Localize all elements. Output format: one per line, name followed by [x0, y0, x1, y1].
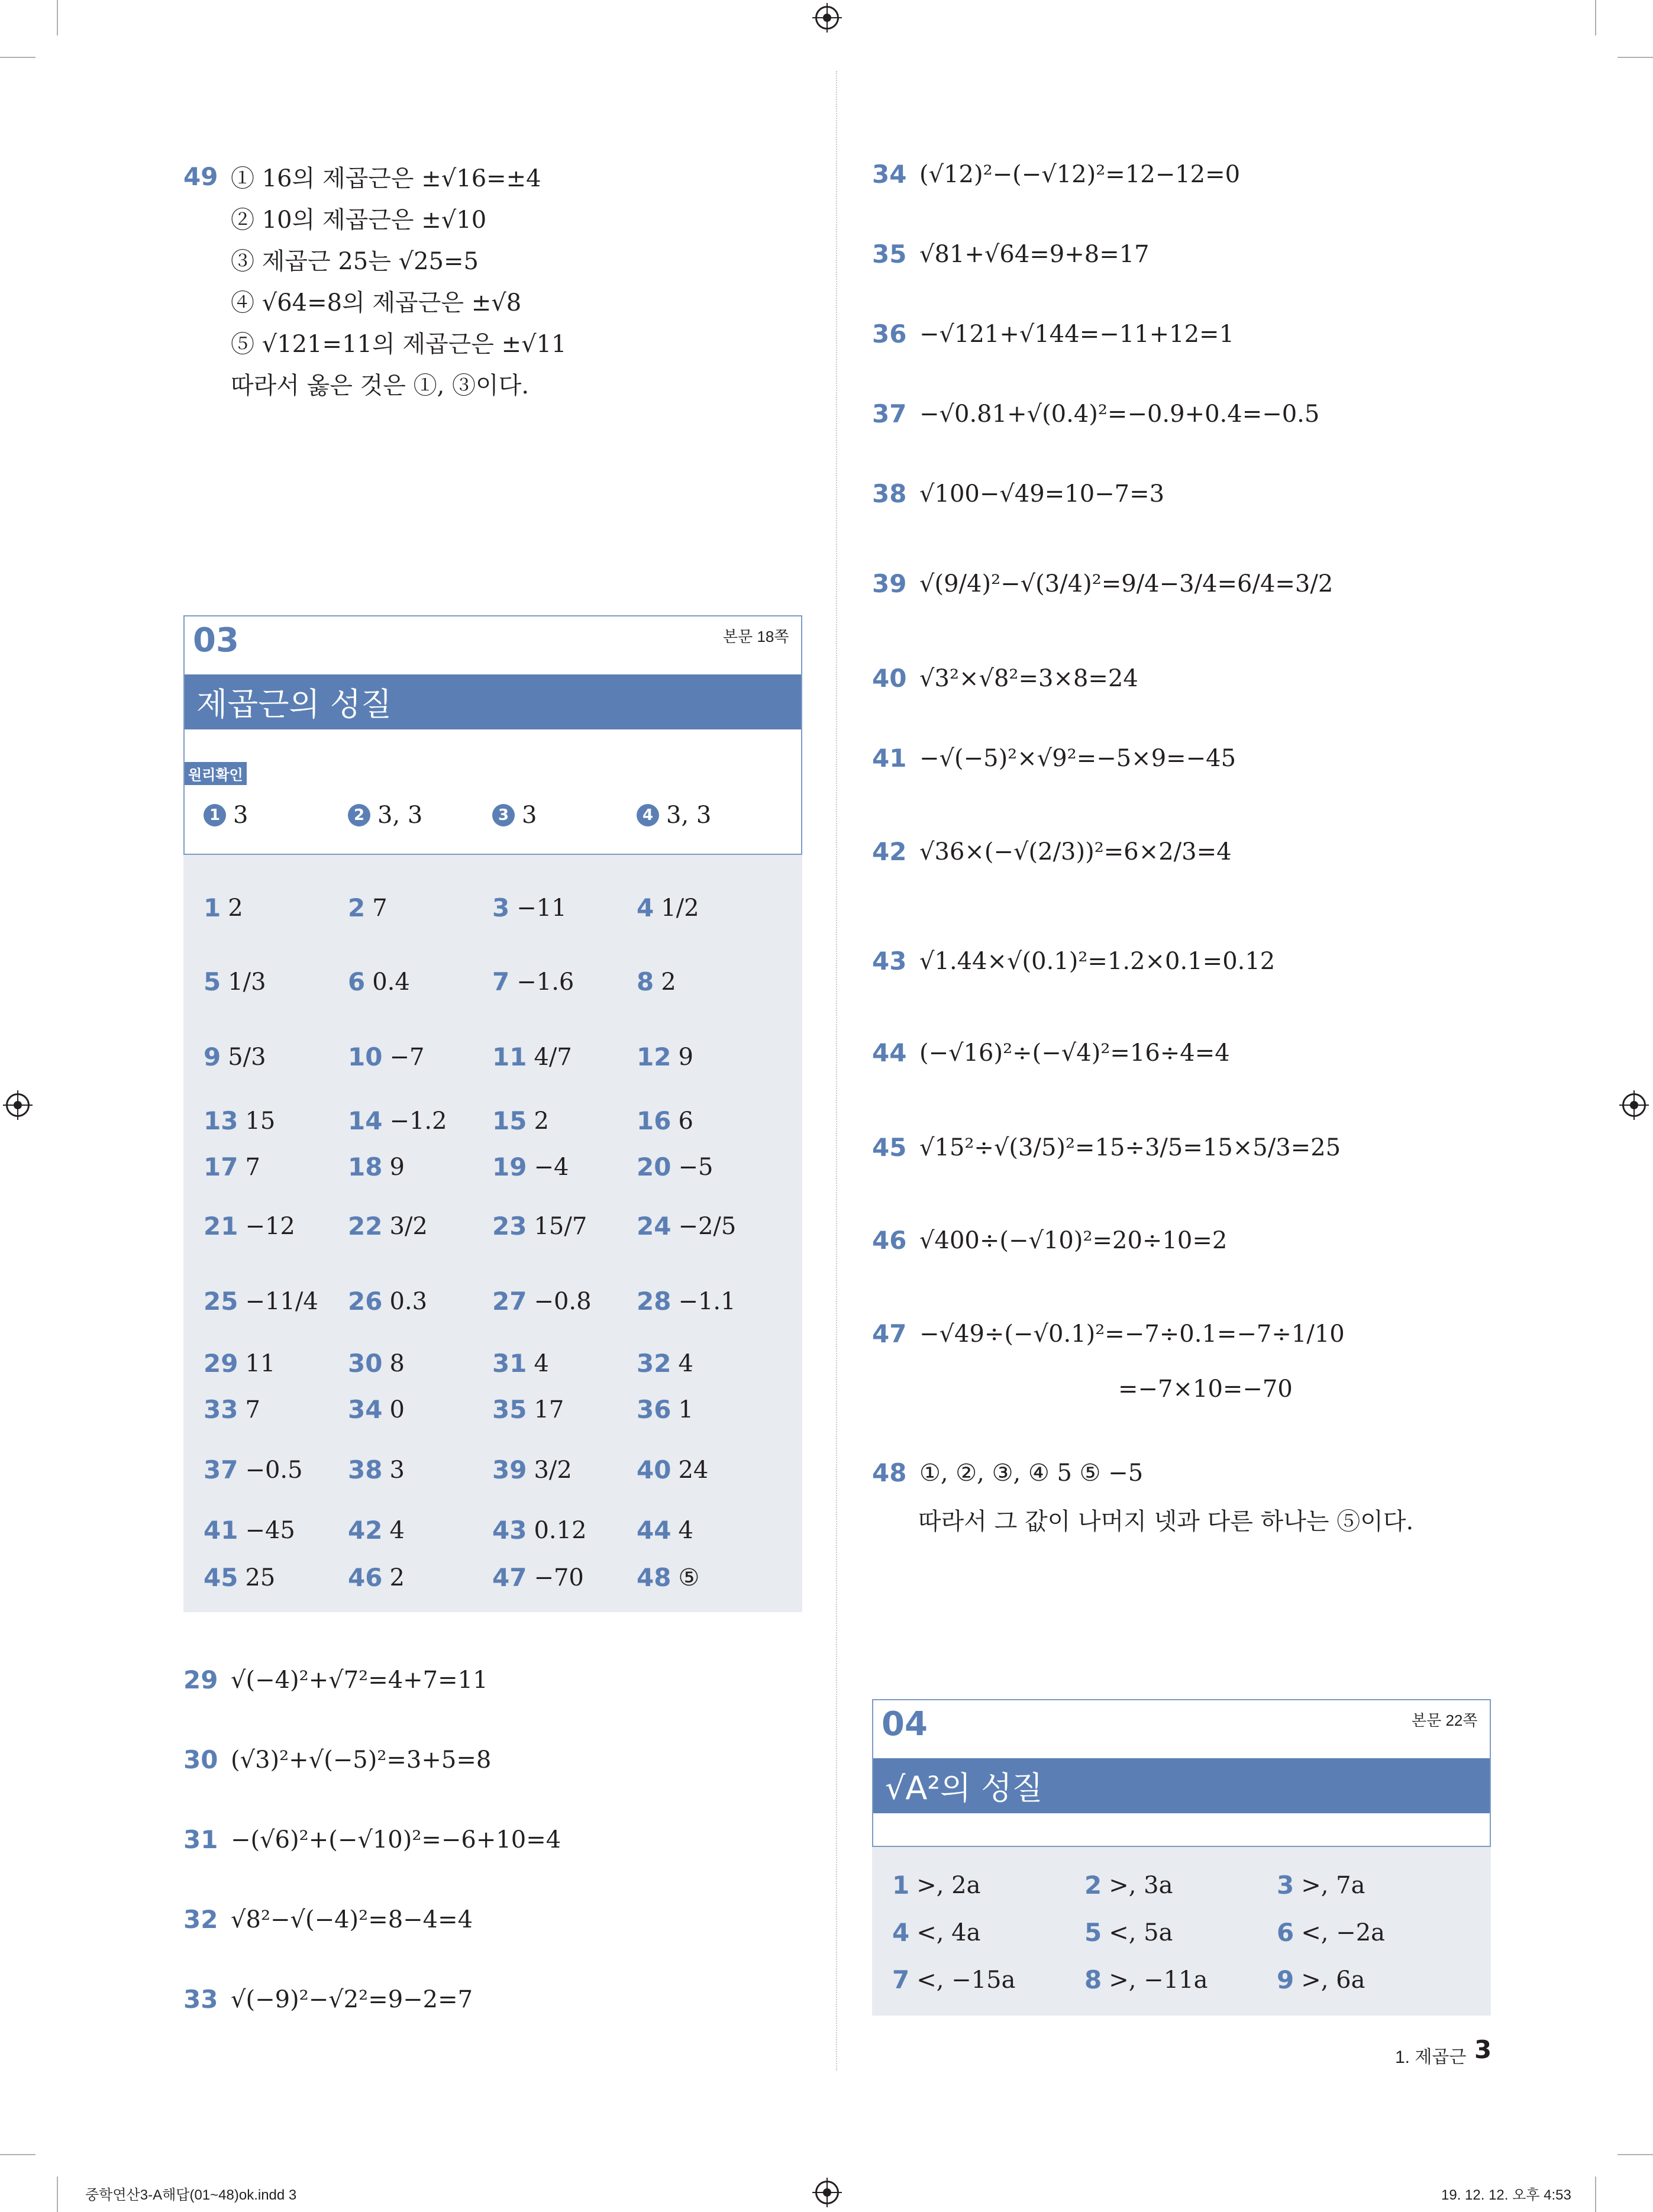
answer-number: 29 — [204, 1349, 238, 1378]
solution-expression: 따라서 그 값이 나머지 넷과 다른 하나는 ⑤이다. — [918, 1508, 1414, 1535]
answer-number: 31 — [492, 1349, 527, 1378]
answer-item — [204, 1455, 303, 1484]
answer-item — [348, 1349, 405, 1378]
answer-value: −2/5 — [678, 1212, 737, 1240]
problem-49-line — [231, 367, 529, 401]
chapter-label: 1. 제곱근 — [1395, 2048, 1467, 2067]
answer-value: −11/4 — [245, 1287, 318, 1315]
solution-row — [183, 1825, 561, 1854]
principle-check-tag: 원리확인 — [185, 762, 247, 785]
answer-value: 0.12 — [534, 1516, 587, 1544]
answer-number: 40 — [637, 1455, 671, 1484]
problem-number: 39 — [872, 569, 907, 598]
answer-item — [892, 1965, 1015, 1994]
principle-number: 2 — [348, 804, 370, 826]
problem-number: 42 — [872, 837, 907, 866]
solution-expression: −√(−5)²×√9²=−5×9=−45 — [919, 744, 1236, 772]
solution-expression: (−√16)²÷(−√4)²=16÷4=4 — [919, 1039, 1230, 1067]
solution-row — [872, 744, 1236, 773]
answer-number: 2 — [348, 893, 366, 922]
answer-value: 1/3 — [228, 968, 266, 996]
answer-value: ⑤ — [678, 1564, 700, 1591]
solution-expression: √400÷(−√10)²=20÷10=2 — [919, 1226, 1228, 1254]
answer-number: 32 — [637, 1349, 671, 1378]
answer-value: −12 — [245, 1212, 295, 1240]
problem-49 — [183, 160, 541, 193]
solution-expression: (√12)²−(−√12)²=12−12=0 — [919, 160, 1241, 188]
problem-49-line — [231, 201, 486, 235]
answer-item — [348, 1212, 428, 1241]
problem-number: 40 — [872, 664, 907, 693]
section-title: 제곱근의 성질 — [185, 674, 801, 729]
problem-49-line — [231, 243, 479, 276]
answer-value: <, 5a — [1109, 1919, 1173, 1946]
answer-value: 8 — [389, 1349, 405, 1377]
solution-row — [183, 1745, 491, 1774]
solution-expression: √1.44×√(0.1)²=1.2×0.1=0.12 — [919, 947, 1276, 975]
answer-number: 8 — [1084, 1965, 1102, 1994]
crop-mark — [1595, 0, 1596, 35]
answer-value: 2 — [534, 1107, 549, 1135]
problem-number: 36 — [872, 319, 907, 348]
answer-number: 16 — [637, 1106, 671, 1135]
crop-mark — [1595, 2177, 1596, 2212]
solution-row — [872, 947, 1275, 976]
answer-value: <, 4a — [916, 1919, 981, 1946]
answer-number: 44 — [637, 1516, 671, 1545]
answer-item — [348, 1455, 405, 1484]
solution-line: ① 16의 제곱근은 ±√16=±4 — [231, 165, 541, 192]
answer-item — [204, 1563, 275, 1592]
solution-row — [1118, 1375, 1293, 1403]
answer-value: −45 — [245, 1516, 295, 1544]
solution-line: ③ 제곱근 25는 √25=5 — [231, 248, 479, 275]
problem-number: 45 — [872, 1133, 907, 1162]
answer-item — [892, 1918, 980, 1947]
answer-value: 7 — [245, 1153, 260, 1181]
answer-number: 5 — [1084, 1918, 1102, 1947]
principle-item — [348, 802, 422, 829]
answer-number: 30 — [348, 1349, 383, 1378]
answer-item — [204, 1212, 295, 1241]
answer-value: 11 — [245, 1349, 276, 1377]
problem-number: 44 — [872, 1038, 907, 1067]
answer-value: 4/7 — [534, 1043, 572, 1071]
answer-value: −1.1 — [678, 1287, 736, 1315]
answer-item — [348, 1042, 424, 1071]
solution-expression: √(−4)²+√7²=4+7=11 — [231, 1666, 488, 1694]
solution-expression: (√3)²+√(−5)²=3+5=8 — [231, 1746, 492, 1774]
answer-number: 38 — [348, 1455, 383, 1484]
answer-value: 3/2 — [534, 1456, 572, 1484]
answer-item — [1084, 1871, 1173, 1900]
solution-row — [872, 1319, 1345, 1348]
answer-value: 4 — [678, 1516, 693, 1544]
answer-item — [348, 893, 388, 922]
solution-line: ⑤ √121=11의 제곱근은 ±√11 — [231, 331, 567, 358]
solution-expression: √100−√49=10−7=3 — [919, 480, 1165, 508]
registration-mark-icon — [1622, 1093, 1646, 1117]
print-slug-timestamp: 19. 12. 12. 오후 4:53 — [1441, 2187, 1571, 2203]
solution-row — [872, 664, 1138, 693]
solution-row — [872, 569, 1333, 598]
answer-item — [637, 1152, 713, 1181]
crop-mark — [1618, 57, 1653, 58]
answer-value: −0.8 — [534, 1287, 592, 1315]
answer-value: <, −2a — [1301, 1919, 1385, 1946]
answer-value: 24 — [678, 1456, 709, 1484]
answer-value: 6 — [678, 1107, 693, 1135]
solution-row — [183, 1665, 488, 1694]
problem-number: 41 — [872, 744, 907, 773]
answer-number: 18 — [348, 1152, 383, 1181]
answer-item — [348, 1563, 405, 1592]
answer-number: 41 — [204, 1516, 238, 1545]
answer-value: >, 6a — [1301, 1966, 1365, 1994]
answer-item — [204, 1516, 295, 1545]
solution-line: ④ √64=8의 제곱근은 ±√8 — [231, 289, 522, 317]
principle-value: 3, 3 — [666, 802, 712, 829]
answer-number: 1 — [892, 1871, 910, 1900]
solution-row — [872, 1226, 1227, 1255]
solution-row — [183, 1985, 473, 2014]
answer-item — [1277, 1918, 1385, 1947]
answer-value: −4 — [534, 1153, 569, 1181]
answer-number: 39 — [492, 1455, 527, 1484]
principle-value: 3, 3 — [377, 802, 423, 829]
answer-item — [1277, 1965, 1365, 1994]
solution-expression: −√121+√144=−11+12=1 — [919, 320, 1235, 348]
answer-number: 43 — [492, 1516, 527, 1545]
answer-value: 1/2 — [661, 894, 699, 922]
answer-value: −7 — [389, 1043, 425, 1071]
answer-number: 25 — [204, 1287, 238, 1316]
answer-value: 3 — [389, 1456, 405, 1484]
crop-mark — [0, 57, 35, 58]
answer-number: 15 — [492, 1106, 527, 1135]
answer-number: 5 — [204, 967, 221, 996]
principle-item — [492, 802, 537, 829]
answer-item — [637, 1455, 708, 1484]
problem-number: 38 — [872, 479, 907, 508]
answer-value: 0.4 — [372, 968, 410, 996]
answer-number: 3 — [1277, 1871, 1294, 1900]
answer-number: 22 — [348, 1212, 383, 1241]
answer-number: 2 — [1084, 1871, 1102, 1900]
section-title: √A²의 성질 — [873, 1758, 1490, 1813]
answer-item — [204, 1349, 275, 1378]
answer-value: >, 2a — [916, 1871, 981, 1899]
solution-row — [872, 837, 1232, 866]
answer-item — [348, 967, 410, 996]
problem-number: 33 — [183, 1985, 218, 2014]
answer-item — [492, 1516, 587, 1545]
column-divider — [836, 71, 837, 2071]
answer-value: 9 — [389, 1153, 405, 1181]
problem-number: 49 — [183, 162, 218, 191]
principle-value: 3 — [522, 802, 537, 829]
answer-value: 0.3 — [389, 1287, 428, 1315]
answer-item — [348, 1516, 405, 1545]
page-reference: 본문 22쪽 — [1412, 1712, 1478, 1729]
answer-number: 33 — [204, 1395, 238, 1424]
section-number: 04 — [882, 1705, 928, 1743]
answer-number: 6 — [1277, 1918, 1294, 1947]
answer-value: −5 — [678, 1153, 713, 1181]
answer-item — [204, 1395, 260, 1424]
solution-expression: −(√6)²+(−√10)²=−6+10=4 — [231, 1826, 561, 1853]
principle-item — [637, 802, 711, 829]
answer-value: 2 — [228, 894, 243, 922]
answer-value: 7 — [245, 1396, 260, 1423]
answer-item — [348, 1287, 427, 1316]
solution-expression: −√0.81+√(0.4)²=−0.9+0.4=−0.5 — [919, 400, 1320, 428]
answer-number: 42 — [348, 1516, 383, 1545]
answer-number: 27 — [492, 1287, 527, 1316]
answer-item — [892, 1871, 980, 1900]
answer-number: 48 — [637, 1563, 671, 1592]
answer-item — [204, 1152, 260, 1181]
answer-item — [204, 967, 266, 996]
section-number: 03 — [193, 621, 239, 660]
solution-row — [183, 1905, 473, 1934]
problem-number: 43 — [872, 947, 907, 976]
answer-item — [348, 1395, 405, 1424]
crop-mark — [57, 0, 58, 35]
answer-item — [492, 1563, 584, 1592]
solution-expression: √(9/4)²−√(3/4)²=9/4−3/4=6/4=3/2 — [919, 570, 1334, 598]
answer-value: 1 — [678, 1396, 693, 1423]
answer-item — [204, 1287, 318, 1316]
principle-item — [204, 802, 248, 829]
page-reference: 본문 18쪽 — [723, 628, 789, 645]
answer-item — [492, 1152, 569, 1181]
answer-number: 14 — [348, 1106, 383, 1135]
solution-row — [872, 399, 1319, 428]
answer-value: 4 — [678, 1349, 693, 1377]
answer-number: 13 — [204, 1106, 238, 1135]
answer-value: −1.6 — [516, 968, 574, 996]
registration-mark-icon — [815, 6, 839, 30]
answer-number: 9 — [204, 1042, 221, 1071]
problem-number: 31 — [183, 1825, 218, 1854]
answer-value: 15/7 — [534, 1212, 587, 1240]
answer-number: 26 — [348, 1287, 383, 1316]
answer-number: 23 — [492, 1212, 527, 1241]
answer-value: 4 — [389, 1516, 405, 1544]
answer-value: 9 — [678, 1043, 693, 1071]
answer-item — [204, 893, 243, 922]
problem-number: 48 — [872, 1458, 907, 1487]
answer-item — [637, 1395, 693, 1424]
problem-49-line — [231, 325, 567, 359]
answer-item — [637, 1287, 736, 1316]
solution-row — [872, 1038, 1230, 1067]
problem-number: 37 — [872, 399, 907, 428]
answer-item — [492, 967, 574, 996]
principle-number: 1 — [204, 804, 226, 826]
answer-value: >, 3a — [1109, 1871, 1173, 1899]
answer-value: >, 7a — [1301, 1871, 1365, 1899]
answer-value: 17 — [534, 1396, 564, 1423]
answer-number: 7 — [492, 967, 510, 996]
answer-number: 47 — [492, 1563, 527, 1592]
answer-item — [348, 1152, 405, 1181]
answer-number: 7 — [892, 1965, 910, 1994]
answer-value: >, −11a — [1109, 1966, 1208, 1994]
answer-number: 4 — [892, 1918, 910, 1947]
answer-number: 9 — [1277, 1965, 1294, 1994]
registration-mark-icon — [6, 1093, 30, 1117]
answer-item — [637, 1563, 699, 1592]
answer-value: 0 — [389, 1396, 405, 1423]
crop-mark — [57, 2177, 58, 2212]
problem-49-line — [231, 284, 521, 318]
solution-row — [872, 1458, 1143, 1487]
solution-expression: =−7×10=−70 — [1118, 1375, 1293, 1403]
answer-item — [492, 893, 567, 922]
solution-row — [872, 1133, 1341, 1162]
solution-row — [918, 1503, 1413, 1536]
answer-number: 37 — [204, 1455, 238, 1484]
principle-number: 4 — [637, 804, 659, 826]
answer-value: 5/3 — [228, 1043, 266, 1071]
answer-item — [492, 1395, 564, 1424]
crop-mark — [0, 2154, 35, 2155]
answer-number: 19 — [492, 1152, 527, 1181]
answer-value: 7 — [372, 894, 388, 922]
answer-item — [1084, 1965, 1208, 1994]
problem-number: 46 — [872, 1226, 907, 1255]
answer-item — [637, 893, 699, 922]
answer-item — [492, 1042, 572, 1071]
answer-number: 20 — [637, 1152, 671, 1181]
answer-number: 1 — [204, 893, 221, 922]
solution-line: 따라서 옳은 것은 ①, ③이다. — [231, 372, 530, 399]
answer-number: 21 — [204, 1212, 238, 1241]
answer-number: 4 — [637, 893, 654, 922]
answer-item — [492, 1287, 592, 1316]
solution-expression: √36×(−√(2/3))²=6×2/3=4 — [919, 838, 1232, 866]
answer-number: 3 — [492, 893, 510, 922]
answer-value: −70 — [534, 1564, 584, 1591]
answer-item — [637, 1106, 693, 1135]
answer-number: 8 — [637, 967, 654, 996]
answer-item — [492, 1455, 572, 1484]
solution-expression: −√49÷(−√0.1)²=−7÷0.1=−7÷1/10 — [919, 1320, 1345, 1348]
answer-value: 15 — [245, 1107, 276, 1135]
page-number: 3 — [1474, 2035, 1492, 2064]
problem-number: 29 — [183, 1665, 218, 1694]
answer-number: 12 — [637, 1042, 671, 1071]
registration-mark-icon — [815, 2181, 839, 2204]
answer-number: 45 — [204, 1563, 238, 1592]
crop-mark — [1618, 2154, 1653, 2155]
answer-value: 2 — [389, 1564, 405, 1591]
answer-item — [492, 1212, 587, 1241]
solution-row — [872, 479, 1164, 508]
answer-value: −1.2 — [389, 1107, 447, 1135]
answer-item — [637, 1042, 693, 1071]
problem-number: 35 — [872, 240, 907, 269]
answer-number: 34 — [348, 1395, 383, 1424]
problem-number: 34 — [872, 160, 907, 189]
principle-value: 3 — [233, 802, 248, 829]
answer-item — [637, 967, 676, 996]
answer-value: 3/2 — [389, 1212, 428, 1240]
answer-item — [1277, 1871, 1365, 1900]
answer-value: −0.5 — [245, 1456, 303, 1484]
solution-expression: √(−9)²−√2²=9−2=7 — [231, 1985, 473, 2013]
answer-number: 11 — [492, 1042, 527, 1071]
solution-expression: √15²÷√(3/5)²=15÷3/5=15×5/3=25 — [919, 1134, 1341, 1161]
answer-item — [1084, 1918, 1173, 1947]
answer-number: 28 — [637, 1287, 671, 1316]
answer-item — [348, 1106, 447, 1135]
answer-number: 10 — [348, 1042, 383, 1071]
answer-number: 46 — [348, 1563, 383, 1592]
problem-number: 47 — [872, 1319, 907, 1348]
principle-number: 3 — [492, 804, 515, 826]
answer-item — [637, 1516, 693, 1545]
solution-expression: √81+√64=9+8=17 — [919, 240, 1150, 268]
answer-item — [204, 1106, 275, 1135]
answer-item — [492, 1349, 549, 1378]
problem-number: 30 — [183, 1745, 218, 1774]
answer-number: 6 — [348, 967, 366, 996]
print-slug-file: 중학연산3-A해답(01~48)ok.indd 3 — [85, 2187, 297, 2203]
solution-line: ② 10의 제곱근은 ±√10 — [231, 206, 487, 234]
answer-item — [637, 1212, 736, 1241]
answer-value: 4 — [534, 1349, 549, 1377]
solution-row — [872, 160, 1240, 189]
solution-row — [872, 240, 1150, 269]
answer-value: 2 — [661, 968, 676, 996]
answer-item — [204, 1042, 266, 1071]
solution-expression: √8²−√(−4)²=8−4=4 — [231, 1906, 473, 1933]
answer-number: 35 — [492, 1395, 527, 1424]
answer-number: 17 — [204, 1152, 238, 1181]
answer-item — [492, 1106, 549, 1135]
solution-expression: ①, ②, ③, ④ 5 ⑤ −5 — [919, 1459, 1144, 1487]
solution-row — [872, 319, 1234, 348]
answer-number: 24 — [637, 1212, 671, 1241]
answer-value: 25 — [245, 1564, 276, 1591]
solution-expression: √3²×√8²=3×8=24 — [919, 664, 1138, 692]
answer-value: −11 — [516, 894, 567, 922]
problem-number: 32 — [183, 1905, 218, 1934]
answer-item — [637, 1349, 693, 1378]
answer-number: 36 — [637, 1395, 671, 1424]
answer-value: <, −15a — [916, 1966, 1016, 1994]
